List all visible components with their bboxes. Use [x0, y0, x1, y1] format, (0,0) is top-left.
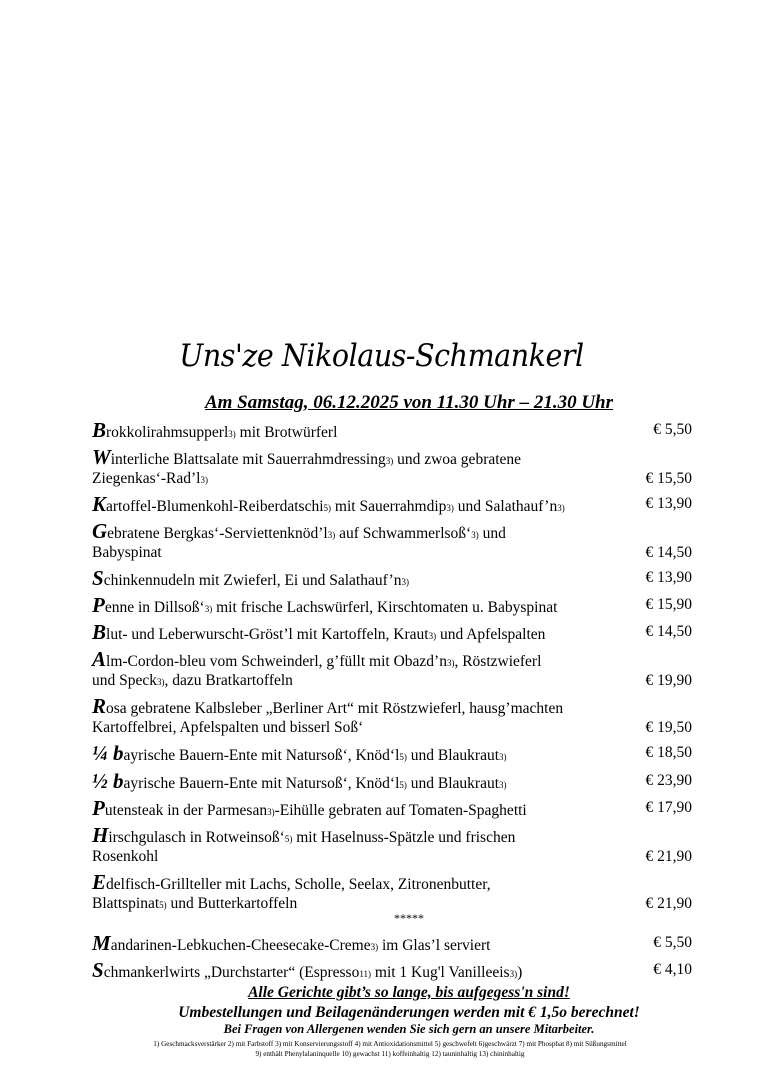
- allergen-note: Bei Fragen von Allergenen wenden Sie sich gern an unsere Mitarbeiter.: [223, 1022, 595, 1036]
- event-date: Am Samstag, 06.12.2025 von 11.30 Uhr – 21.30 Uhr: [204, 392, 614, 413]
- item-price: € 15,90: [645, 596, 692, 613]
- item-price: € 4,10: [653, 961, 692, 978]
- item-price: € 13,90: [645, 569, 692, 586]
- item-price: € 19,90: [645, 672, 692, 689]
- item-price: € 5,50: [653, 421, 692, 438]
- item-price: € 17,90: [645, 799, 692, 816]
- item-price: € 14,50: [645, 623, 692, 640]
- item-price: € 15,50: [645, 470, 692, 487]
- item-price: € 23,90: [645, 772, 692, 789]
- surcharge-note: Umbestellungen und Beilagenänderungen werden mit € 1,5o berechnet!: [178, 1004, 640, 1021]
- item-price: € 14,50: [645, 544, 692, 561]
- item-price: € 18,50: [645, 744, 692, 761]
- menu-page: Uns'ze Nikolaus-Schmankerl Am Samstag, 06.12.2025 von 11.30 Uhr – 21.30 Uhr Brokkolirahmsupperl3) mit Brotwürferl € 5,50 Winterliche Blattsalate mit Sauerrahmdressing3) und zwoa gebratene Ziegenkas‘-Rad’l3) € 15,50 Kartoffel-Blumenkohl-Reiberdatschi5) mit Sauerrahmdip3) und Salathauf’n3) € 13,90 Gebratene Bergkas‘-Serviettenknöd’l3) auf Schwammerlsoß‘3) und Babyspinat € 14,50 Schinkennudeln mit Zwieferl, Ei und Salathauf’n3) € 13,90 Penne in Dillsoß‘3) mit frische Lachswürferl, Kirschtomaten u. Babyspinat € 15,90 Blut- und Leberwurscht-Gröst’l mit Kartoffeln, Kraut3) und Apfelspalten € 14,50 Alm-Cordon-bleu vom Schweinderl, g’füllt mit Obazd’n3), Röstzwieferl und Speck3), dazu Bratkartoffeln € 19,90 Rosa gebratene Kalbsleber „Berliner Art“ mit Röstzwieferl, hausg’machten Kartoffelbrei, Apfelspalten und bisserl Soß‘ € 19,50 ¼ bayrische Bauern-Ente mit Natursoß‘, Knöd‘l5) und Blaukraut3) € 18,50 ½ bayrische Bauern-Ente mit Natursoß‘, Knöd‘l5) und Blaukraut3) € 23,90 Putensteak in der Parmesan3)-Eihülle gebraten auf Tomaten-Spaghetti € 17,90 Hirschgulasch in Rotweinsoß‘5) mit Haselnuss-Spätzle und frischen Rosenkohl € 21,90 Edelfisch-Grillteller mit Lachs, Scholle, Seelax, Zitronenbutter, Blattspinat5) und Butterkartoffeln € 21,90 Mandarinen-Lebkuchen-Cheesecake-Creme3) im Glas’l serviert € 5,50 Schmankerlwirts „Durchstarter“ (Espresso11) mit 1 Kug'l Vanilleeis3)) € 4,10 ***** Alle Gerichte gibt’s so lange, bis aufgegess'n sind! Umbestellungen und Beilagenänderungen werden mit € 1,5o berechnet! Bei Fragen von Allergenen wenden Sie sich gern an unsere Mitarbeiter. 1) Geschmacksverstärker 2) mit Farbstoff 3) mit Konservierungsstoff 4) mit Antioxidationsmittel 5) geschwefelt 6)geschwärzt 7) mit Phosphat 8) mit Süßungsmittel 9) enthält Phenylalaninquelle 10) gewachst 11) koffeinhaltig 12) tauninhaltig 13) chininhaltig: [0, 0, 763, 1080]
- legend-line: 9) enthält Phenylalaninquelle 10) gewachst 11) koffeinhaltig 12) tauninhaltig 13) chininhaltig: [255, 1050, 525, 1058]
- additives-legend: [80, 1039, 700, 1059]
- item-price: € 21,90: [645, 895, 692, 912]
- separator-stars: *****: [394, 911, 424, 925]
- item-price: € 19,50: [645, 719, 692, 736]
- menu-title: Uns'ze Nikolaus-Schmankerl: [179, 338, 584, 374]
- item-price: € 21,90: [645, 848, 692, 865]
- item-price: € 5,50: [653, 934, 692, 951]
- legend-line: 1) Geschmacksverstärker 2) mit Farbstoff 3) mit Konservierungsstoff 4) mit Antioxidationsmittel 5) geschwefelt 6)geschwärzt 7) mit Phosphat 8) mit Süßungsmittel: [153, 1040, 627, 1048]
- item-price: € 13,90: [645, 495, 692, 512]
- availability-note: Alle Gerichte gibt’s so lange, bis aufgegess'n sind!: [248, 984, 570, 1001]
